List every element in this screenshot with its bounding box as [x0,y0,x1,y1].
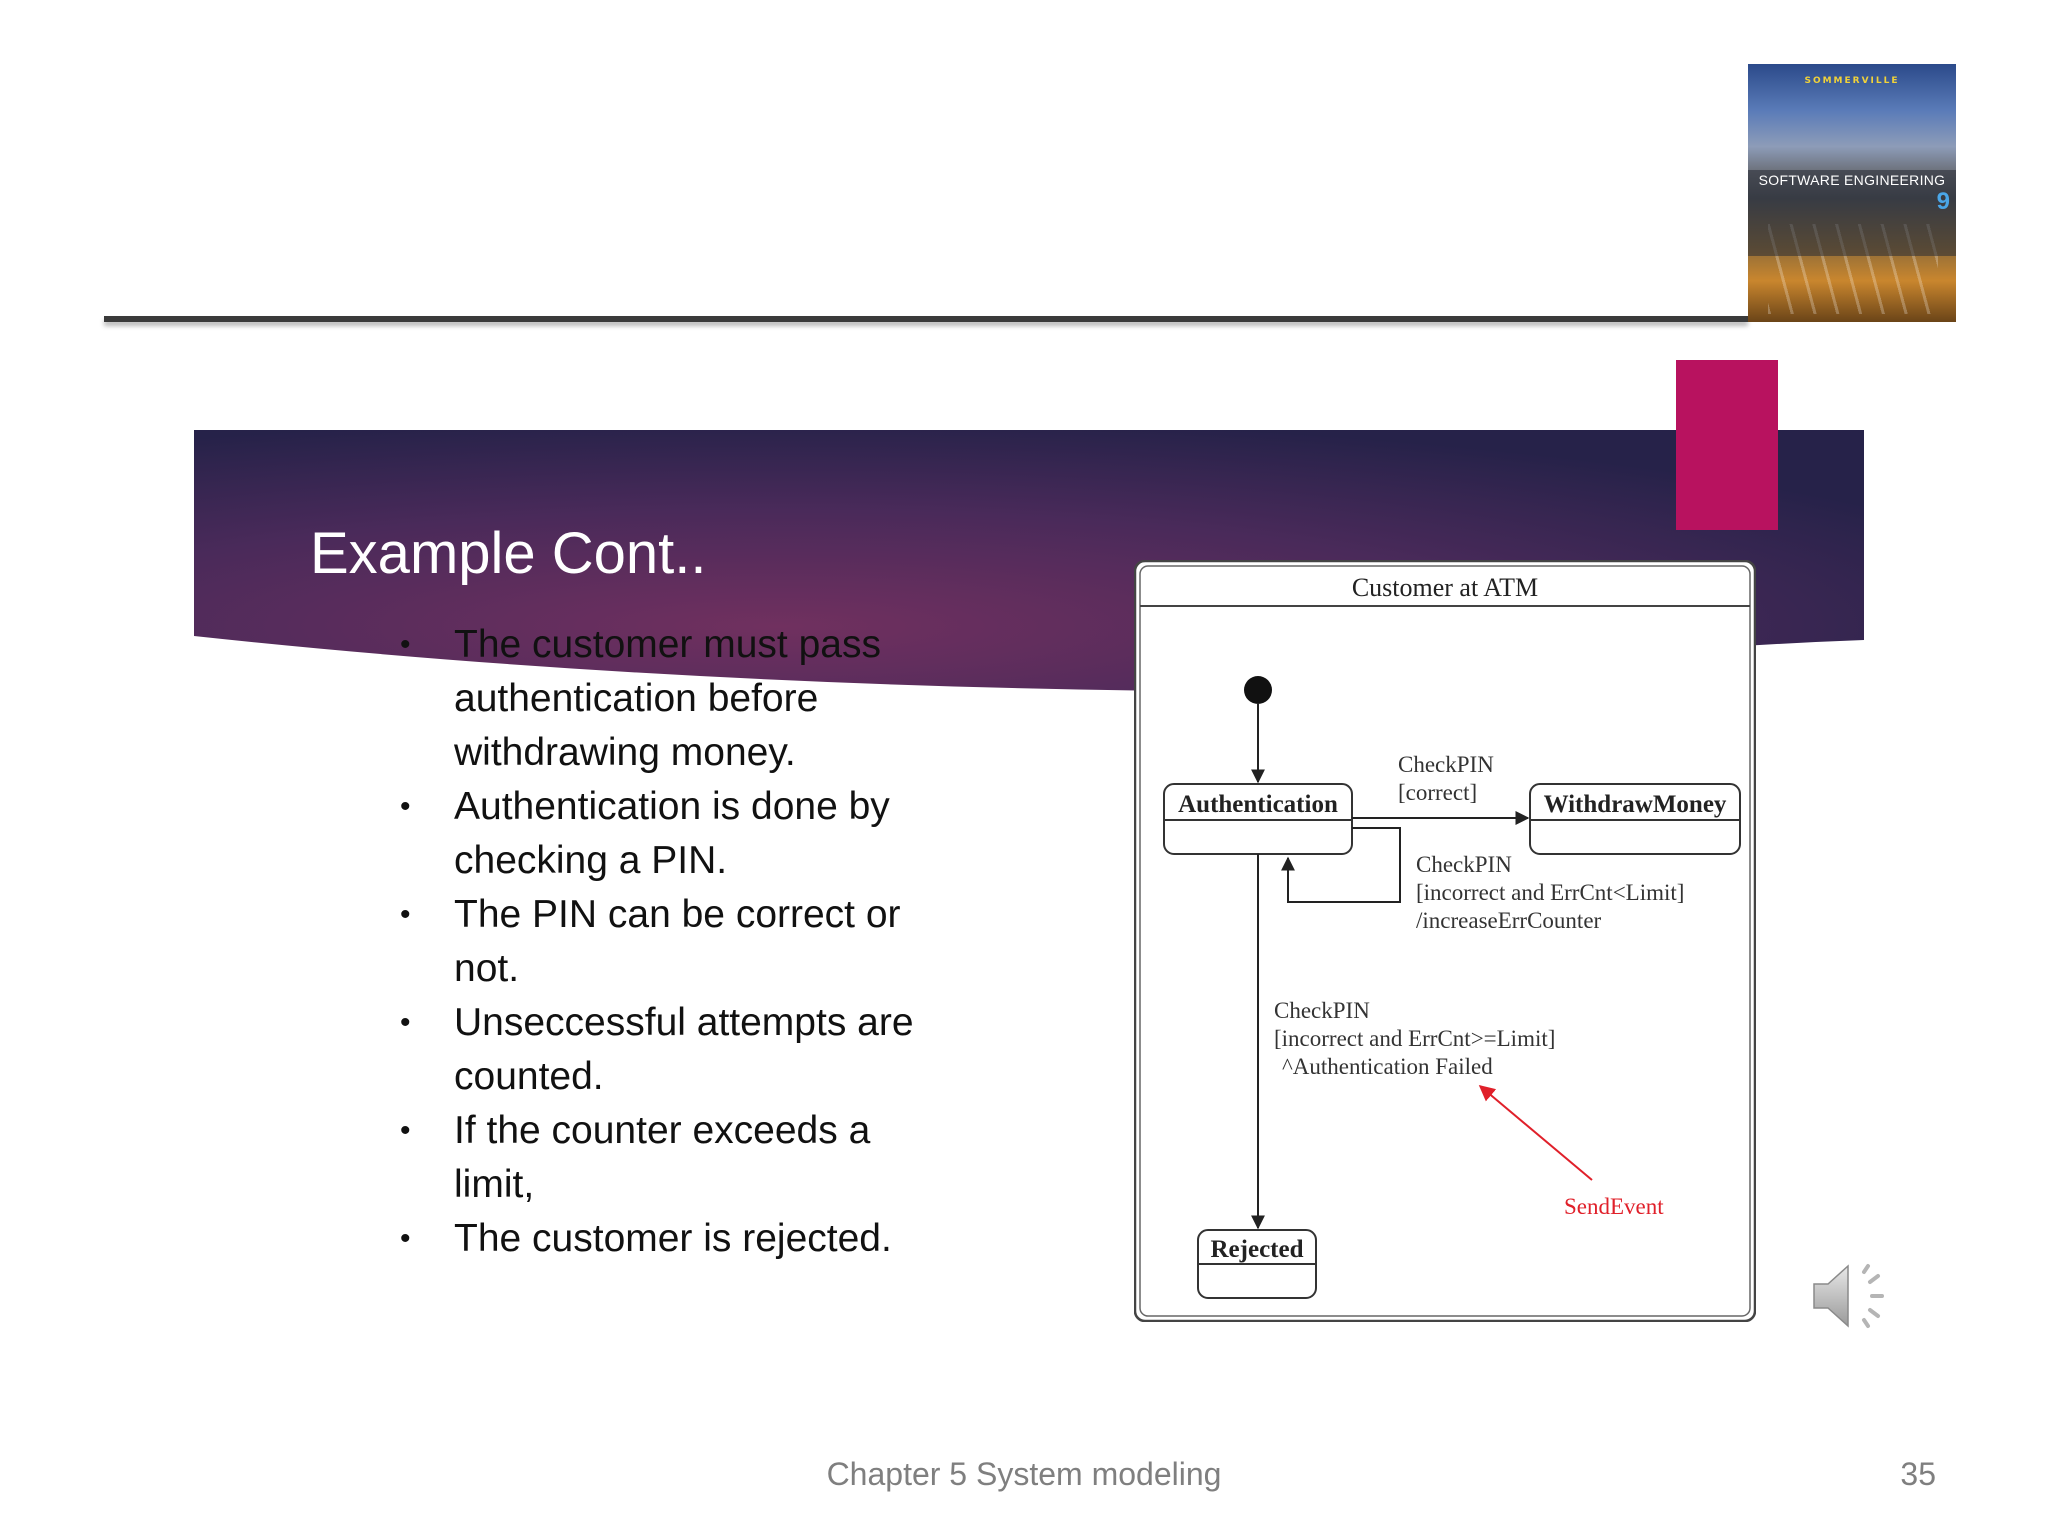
transition-fail-label-2: [incorrect and ErrCnt>=Limit] [1274,1026,1556,1051]
state-withdraw-money [1530,784,1740,854]
bullet-item: • The PIN can be correct or not. [400,888,960,996]
diagram-title: Customer at ATM [1351,573,1539,602]
bullet-item: • Unseccessful attempts are counted. [400,996,960,1104]
book-cover-author: SOMMERVILLE [1804,76,1900,86]
bullet-list [400,618,960,1266]
speaker-icon[interactable] [1808,1256,1904,1336]
transition-retry-label-3: /increaseErrCounter [1416,908,1602,933]
transition-correct-label-2: [correct] [1398,780,1478,805]
book-cover-edition: 9 [1936,188,1950,215]
accent-block [1676,360,1778,530]
bullet-item: • The customer must pass authentication before withdrawing money. [400,618,960,780]
header-rule [104,316,1748,322]
transition-retry-label-2: [incorrect and ErrCnt<Limit] [1416,880,1685,905]
book-cover-logo [1748,64,1956,322]
state-withdraw-money-label: WithdrawMoney [1543,791,1727,818]
initial-state-dot [1244,676,1272,704]
transition-correct-label-1: CheckPIN [1398,752,1494,777]
footer-chapter: Chapter 5 System modeling [826,1456,1222,1492]
transition-fail-label-1: CheckPIN [1274,998,1370,1023]
bullet-item: • The customer is rejected. [400,1212,960,1266]
transition-retry-label-1: CheckPIN [1416,852,1512,877]
state-rejected [1198,1230,1316,1298]
bullet-item: • Authentication is done by checking a PIN. [400,780,960,888]
page-number: 35 [1900,1456,1936,1492]
transition-fail-label-3: ^Authentication Failed [1282,1054,1493,1079]
state-authentication-label: Authentication [1178,791,1338,818]
state-rejected-label: Rejected [1210,1236,1304,1263]
state-authentication [1164,784,1352,854]
bullet-item: • If the counter exceeds a limit, [400,1104,960,1212]
book-cover-title: SOFTWARE ENGINEERING [1758,172,1946,188]
state-diagram [1134,560,1756,1322]
send-event-label: SendEvent [1564,1194,1664,1219]
slide-title: Example Cont.. [310,521,707,586]
